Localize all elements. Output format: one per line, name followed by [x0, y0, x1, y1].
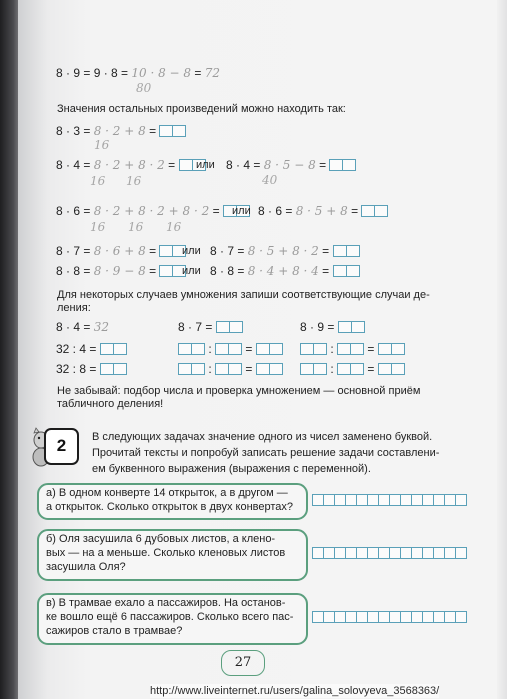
handwritten-note: 80: [136, 81, 152, 95]
handwritten-answer: 10 · 8 − 8: [131, 66, 192, 80]
equation-text: 8 · 3 =: [56, 124, 91, 138]
task-text: В следующих задачах значение одного из чисел заменено буквой.: [92, 431, 433, 443]
problem-b-text: вых — на a меньше. Сколько кленовых листов: [46, 547, 286, 559]
equation-8x9-div: [300, 320, 365, 334]
handwritten-note: 40: [262, 173, 278, 187]
equation-8x9: [56, 66, 220, 80]
problem-b-text: засушила Оля?: [46, 561, 126, 573]
handwritten-answer: 8 · 5 + 8 · 2: [247, 244, 319, 258]
answer-boxes[interactable]: [256, 363, 283, 376]
page-edge: [497, 0, 507, 699]
division-blank-4: [300, 362, 405, 376]
division-sign: :: [330, 342, 334, 356]
equation-text: 8 · 8 =: [56, 264, 91, 278]
problem-a-text: а) В одном конверте 14 открыток, а в другом —: [46, 487, 288, 499]
answer-boxes[interactable]: [361, 205, 388, 218]
equals-sign: =: [168, 158, 176, 172]
answer-boxes[interactable]: [216, 321, 243, 334]
division-blank-2: [300, 342, 405, 356]
or-label: или: [182, 265, 201, 277]
equation-text: 8 · 7 =: [210, 244, 245, 258]
problem-c-answer-grid[interactable]: [313, 610, 467, 620]
equation-8x4-alt: [226, 158, 356, 172]
equation-text: 8 · 4 =: [56, 158, 91, 172]
answer-boxes[interactable]: [300, 363, 327, 376]
equation-text: 8 · 9 = 9 · 8 =: [56, 66, 129, 80]
division-blank-1: [178, 342, 283, 356]
page-number-badge: [221, 650, 265, 676]
equals-sign: =: [319, 158, 327, 172]
equals-sign: =: [245, 362, 253, 376]
instruction-text: Для некоторых случаев умножения запиши соответствующие случаи де-: [57, 289, 430, 301]
problem-c-text: сажиров стало в трамвае?: [46, 625, 183, 637]
equation-8x8-alt: [210, 264, 360, 278]
handwritten-answer: 8 · 9 − 8: [93, 264, 146, 278]
handwritten-answer: 8 · 5 + 8: [295, 204, 348, 218]
instruction-text: ления:: [57, 302, 91, 314]
handwritten-answer: 8 · 5 − 8: [263, 158, 316, 172]
equation-text: 8 · 7 =: [178, 320, 213, 334]
equation-text: 32 : 4 =: [56, 342, 97, 356]
handwritten-result: 72: [204, 66, 221, 80]
equation-text: 8 · 4 =: [226, 158, 261, 172]
equation-8x8: [56, 264, 186, 278]
remember-text: Не забывай: подбор числа и проверка умножением — основной приём: [57, 385, 421, 397]
division-sign: :: [208, 342, 212, 356]
problem-b-text: б) Оля засушила 6 дубовых листов, а клено-: [46, 533, 276, 545]
equals-sign: =: [149, 244, 157, 258]
division-32-8: [56, 362, 127, 376]
equation-text: 8 · 6 =: [56, 204, 91, 218]
equation-text: 32 : 8 =: [56, 362, 97, 376]
answer-boxes[interactable]: [178, 343, 205, 356]
handwritten-note: 16: [90, 174, 106, 188]
handwritten-answer: 8 · 4 + 8 · 4: [247, 264, 319, 278]
equals-sign: =: [367, 362, 375, 376]
equals-sign: =: [351, 204, 359, 218]
equation-text: 8 · 4 =: [56, 320, 91, 334]
answer-boxes[interactable]: [378, 343, 405, 356]
watermark-url: http://www.liveinternet.ru/users/galina_solovyeva_3568363/: [150, 685, 440, 697]
task-number: 2: [56, 436, 67, 455]
equals-sign: =: [367, 342, 375, 356]
answer-boxes[interactable]: [256, 343, 283, 356]
answer-boxes[interactable]: [215, 343, 242, 356]
answer-boxes[interactable]: [378, 363, 405, 376]
task-text: Прочитай тексты и попробуй записать решение задачи составлени-: [92, 447, 440, 459]
equation-8x4: [56, 158, 206, 172]
handwritten-note: 16: [90, 220, 106, 234]
problem-b-answer-grid[interactable]: [313, 546, 467, 556]
handwritten-note: 16: [126, 174, 142, 188]
remember-text: табличного деления!: [57, 398, 164, 410]
equation-text: 8 · 7 =: [56, 244, 91, 258]
answer-boxes[interactable]: [329, 159, 356, 172]
equation-8x7-div: [178, 320, 243, 334]
equals-sign: =: [212, 204, 220, 218]
equation-8x7: [56, 244, 186, 258]
answer-boxes[interactable]: [333, 265, 360, 278]
equals-sign: =: [245, 342, 253, 356]
equation-8x7-alt: [210, 244, 360, 258]
answer-boxes[interactable]: [159, 125, 186, 138]
handwritten-answer: 8 · 2 + 8 · 2: [93, 158, 165, 172]
problem-a-text: a открыток. Сколько открыток в двух конвертах?: [46, 501, 294, 513]
or-label: или: [196, 159, 215, 171]
equation-text: 8 · 8 =: [210, 264, 245, 278]
handwritten-answer: 8 · 2 + 8: [93, 124, 146, 138]
handwritten-note: 16: [166, 220, 182, 234]
instruction-text: Значения остальных произведений можно находить так:: [57, 103, 346, 115]
problem-c-text: в) В трамвае ехало a пассажиров. На останов-: [46, 597, 286, 609]
page-number: 27: [234, 655, 252, 670]
answer-boxes[interactable]: [337, 363, 364, 376]
problem-c-text: ке вошло ещё 6 пассажиров. Сколько всего пас-: [46, 611, 294, 623]
task-number-badge: [44, 428, 79, 465]
equation-text: 8 · 9 =: [300, 320, 335, 334]
equation-text: 8 · 6 =: [258, 204, 293, 218]
equation-8x6-alt: [258, 204, 388, 218]
equation-8x6: [56, 204, 250, 218]
equals-sign: =: [149, 264, 157, 278]
task-text: ем буквенного выражения (выражения с переменной).: [92, 463, 371, 475]
problem-a-answer-grid[interactable]: [313, 493, 467, 503]
equals-sign: =: [194, 66, 202, 80]
division-blank-3: [178, 362, 283, 376]
equation-8x3: [56, 124, 186, 138]
or-label: или: [232, 205, 251, 217]
division-sign: :: [208, 362, 212, 376]
handwritten-note: 16: [128, 220, 144, 234]
equals-sign: =: [149, 124, 157, 138]
answer-boxes[interactable]: [215, 363, 242, 376]
division-32-4: [56, 342, 127, 356]
division-sign: :: [330, 362, 334, 376]
equals-sign: =: [322, 264, 330, 278]
answer-boxes[interactable]: [300, 343, 327, 356]
equation-8x4-div: [56, 320, 109, 334]
answer-boxes[interactable]: [333, 245, 360, 258]
answer-boxes[interactable]: [337, 343, 364, 356]
or-label: или: [182, 245, 201, 257]
answer-boxes[interactable]: [178, 363, 205, 376]
handwritten-answer: 32: [93, 320, 109, 334]
handwritten-answer: 8 · 6 + 8: [93, 244, 146, 258]
equals-sign: =: [322, 244, 330, 258]
answer-boxes[interactable]: [338, 321, 365, 334]
handwritten-note: 16: [94, 138, 110, 152]
answer-boxes[interactable]: [100, 343, 127, 356]
handwritten-answer: 8 · 2 + 8 · 2 + 8 · 2: [93, 204, 210, 218]
answer-boxes[interactable]: [100, 363, 127, 376]
